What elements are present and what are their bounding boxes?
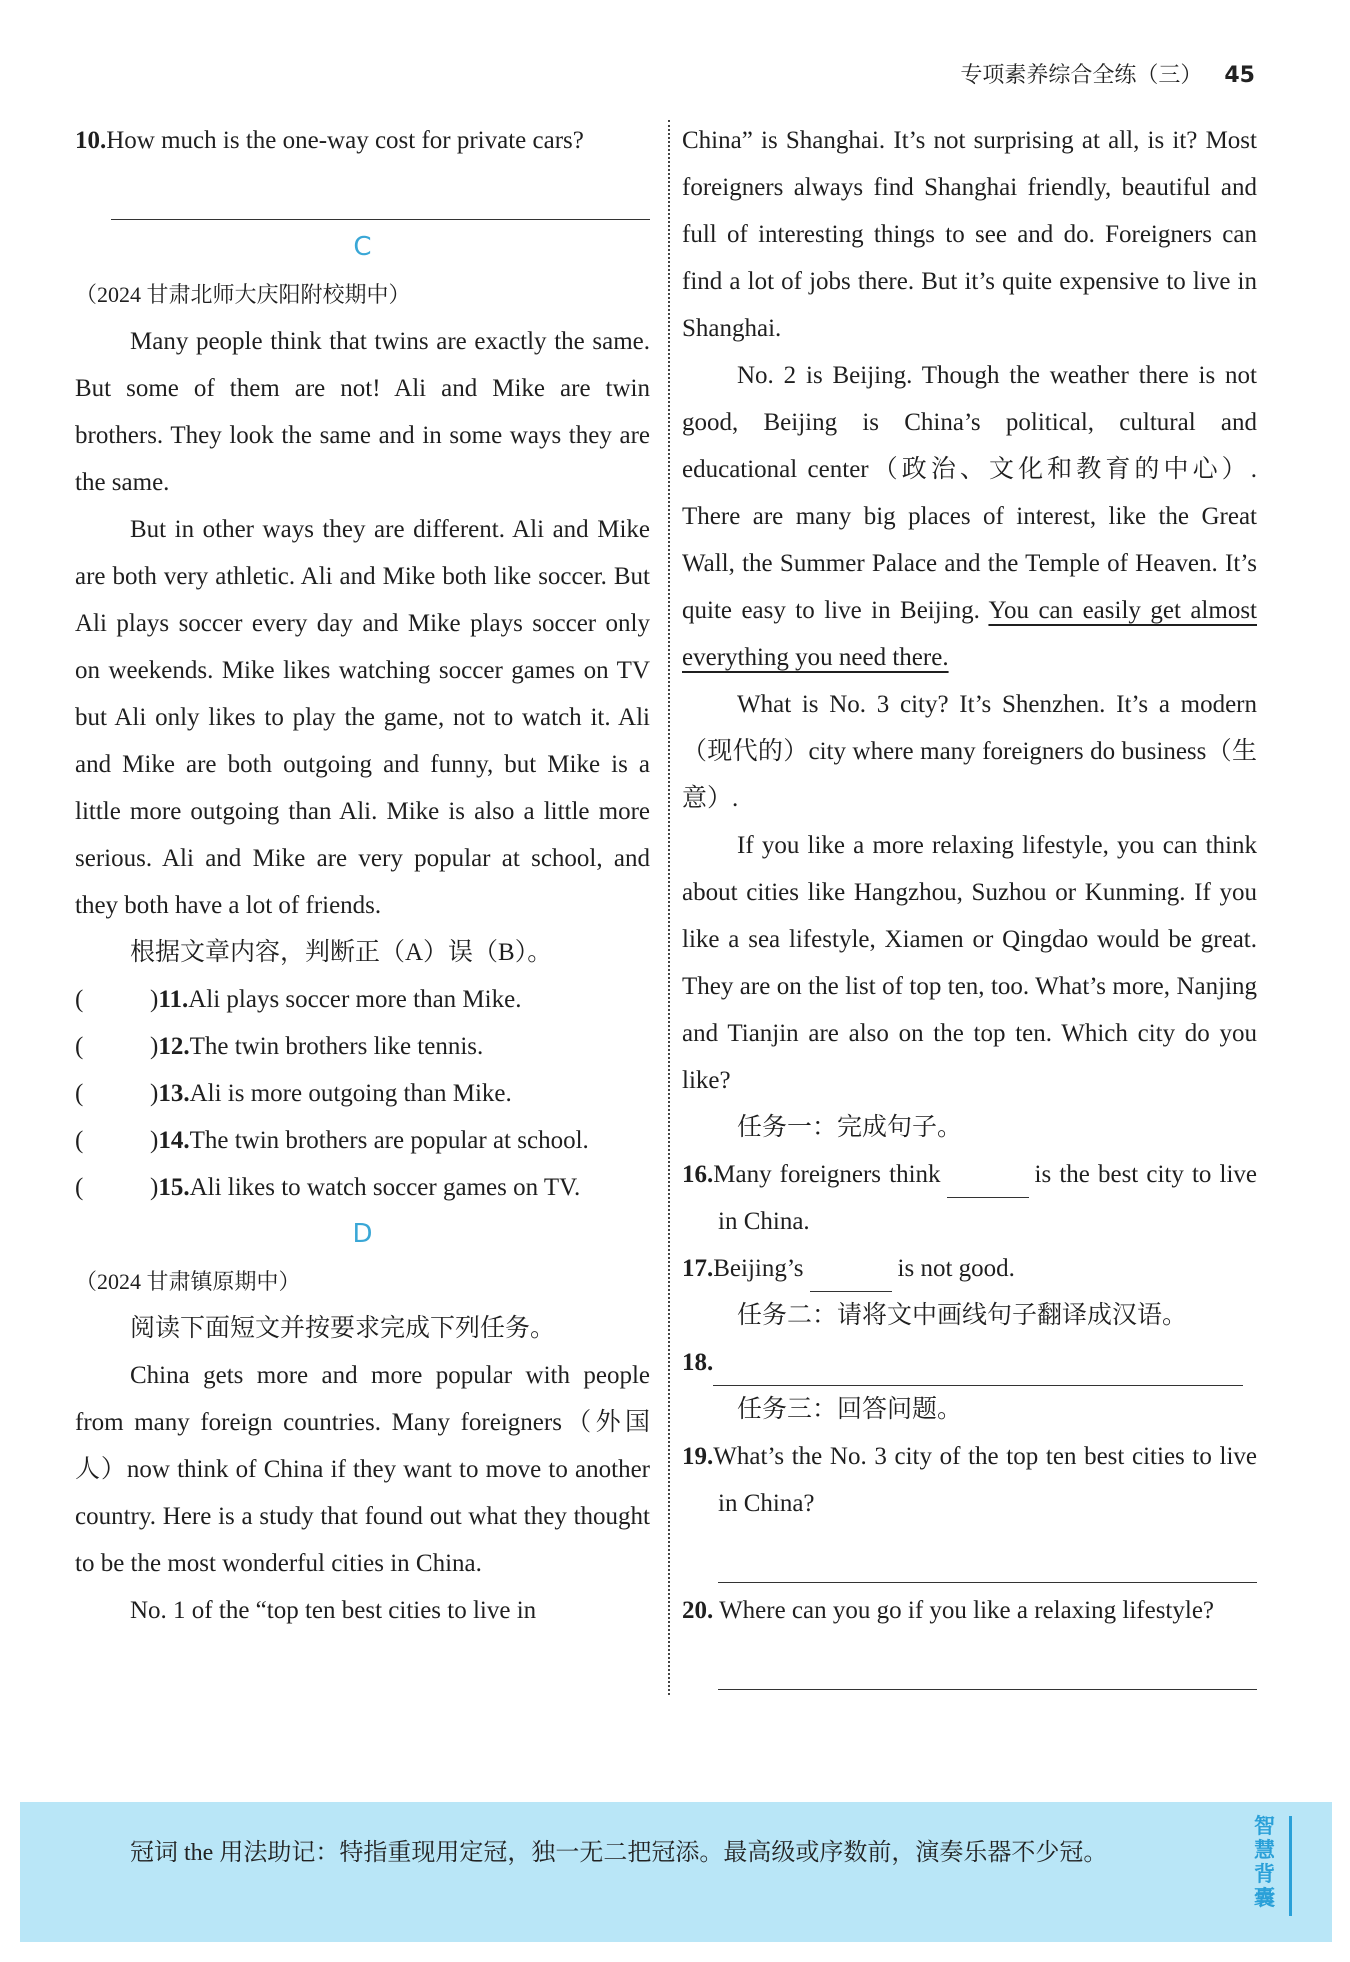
tf-item-13[interactable]: ( ) 13. Ali is more outgoing than Mike. (75, 1080, 512, 1107)
answer-line-18[interactable] (713, 1353, 1243, 1386)
question-20: 20. Where can you go if you like a relaxing lifestyle? (682, 1597, 1215, 1624)
paragraph: No. 2 is Beijing. Though the weather there is not good, Beijing is China’s political, cultural and educational center（政治、文化和教育的中心）. There are many big places of interest, like the Great Wall, the Summer Palace and the Temple of Heaven. It’s quite easy to live in Beijing. You can easily get almost everything you need there. (682, 362, 1257, 671)
left-column (75, 117, 650, 1634)
question-19: 19.What’s the No. 3 city of the top ten best cities to live in China? (682, 1443, 1257, 1517)
tip-text: 冠词 the 用法助记：特指重现用定冠，独一无二把冠添。最高级或序数前，演奏乐器不少冠。 (130, 1840, 1108, 1866)
tip-footer (20, 1802, 1332, 1942)
paragraph: China gets more and more popular with people from many foreign countries. Many foreigners（外国人）now think of China if they want to move to another country. Here is a study that found out what they thought to be the most wonderful cities in China. (75, 1362, 650, 1577)
section-d-label: D (352, 1219, 373, 1249)
underlined-sentence: You can easily get almost everything you need there. (682, 597, 1257, 671)
section-d-source: （2024 甘肃镇原期中） (75, 1269, 301, 1294)
paragraph: What is No. 3 city? It’s Shenzhen. It’s a modern（现代的）city where many foreigners do business（生意）. (682, 691, 1257, 812)
question-18: 18. (682, 1339, 1257, 1386)
header-title: 专项素养综合全练（三） (960, 63, 1203, 88)
tf-item-14[interactable]: ( ) 14. The twin brothers are popular at school. (75, 1127, 589, 1154)
blank-16[interactable] (947, 1167, 1029, 1198)
instruction: 阅读下面短文并按要求完成下列任务。 (130, 1315, 556, 1342)
answer-line-19[interactable] (718, 1527, 1257, 1583)
answer-line-10[interactable] (111, 164, 650, 220)
blank-17[interactable] (810, 1261, 892, 1292)
column-divider (668, 120, 670, 1695)
question-17: 17.Beijing’s is not good. (682, 1245, 1257, 1292)
tip-tag: 智慧背囊 (1254, 1814, 1275, 1910)
page-number: 45 (1224, 63, 1255, 88)
tf-item-11[interactable]: ( ) 11. Ali plays soccer more than Mike. (75, 986, 522, 1013)
paragraph: No. 1 of the “top ten best cities to live in (130, 1597, 537, 1624)
question-16: 16.Many foreigners think is the best city to live in China. (682, 1161, 1257, 1235)
task-3: 任务三：回答问题。 (737, 1396, 963, 1423)
question-10: 10.How much is the one-way cost for private cars? (75, 127, 584, 154)
section-c-source: （2024 甘肃北师大庆阳附校期中） (75, 282, 411, 307)
instruction: 根据文章内容，判断正（A）误（B）。 (130, 939, 553, 966)
paragraph: China” is Shanghai. It’s not surprising at all, is it? Most foreigners always find Shanghai friendly, beautiful and full of interesting things to see and do. Foreigners can find a lot of jobs there. But it’s quite expensive to live in Shanghai. (682, 127, 1257, 342)
paragraph: Many people think that twins are exactly the same. But some of them are not! Ali and Mike are twin brothers. They look the same and in some ways they are the same. (75, 328, 650, 496)
paragraph: If you like a more relaxing lifestyle, you can think about cities like Hangzhou, Suzhou or Kunming. If you like a sea lifestyle, Xiamen or Qingdao would be great. They are on the list of top ten, too. What’s more, Nanjing and Tianjin are also on the top ten. Which city do you like? (682, 832, 1257, 1094)
answer-line-20[interactable] (718, 1634, 1257, 1690)
task-1: 任务一：完成句子。 (737, 1114, 963, 1141)
tf-item-12[interactable]: ( ) 12. The twin brothers like tennis. (75, 1033, 484, 1060)
paragraph: But in other ways they are different. Ali and Mike are both very athletic. Ali and Mike both like soccer. But Ali plays soccer every day and Mike plays soccer only on weekends. Mike likes watching soccer games on TV but Ali only likes to play the game, not to watch it. Ali and Mike are both outgoing and funny, but Mike is a little more outgoing than Ali. Mike is also a little more serious. Ali and Mike are very popular at school, and they both have a lot of friends. (75, 516, 650, 919)
section-c-label: C (353, 232, 372, 262)
tf-item-15[interactable]: ( ) 15. Ali likes to watch soccer games on TV. (75, 1174, 581, 1201)
page-header (960, 58, 1255, 89)
right-column (682, 117, 1257, 1694)
tip-bar (1289, 1816, 1292, 1916)
task-2: 任务二：请将文中画线句子翻译成汉语。 (737, 1302, 1188, 1329)
